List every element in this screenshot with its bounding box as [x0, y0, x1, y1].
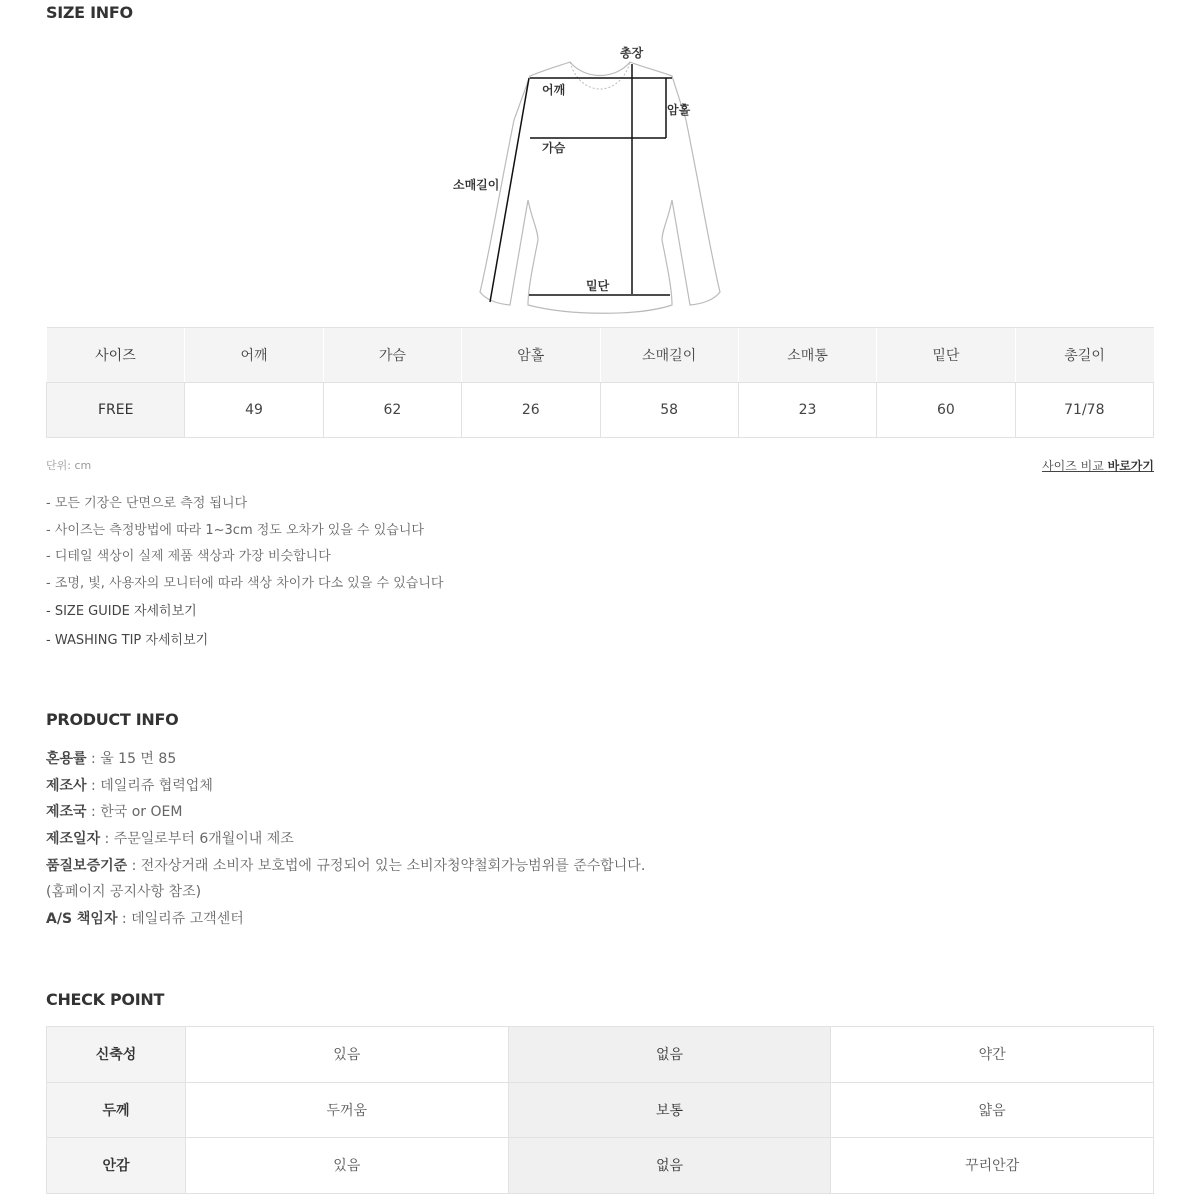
check-option: 있음 — [186, 1027, 509, 1083]
label-chest: 가슴 — [542, 141, 566, 155]
product-info-item — [46, 856, 645, 883]
check-row-label: 신축성 — [47, 1027, 186, 1083]
product-info-value: : 주문일로부터 6개월이내 제조 — [100, 831, 294, 848]
size-cell: 26 — [462, 383, 600, 438]
size-compare-bold: 바로가기 — [1107, 459, 1154, 473]
size-cell: 71/78 — [1015, 383, 1153, 438]
size-header-cell: 어깨 — [185, 328, 323, 383]
product-info-item — [46, 829, 645, 856]
check-point-title: CHECK POINT — [46, 990, 165, 1009]
washing-tip-link[interactable]: - WASHING TIP 자세히보기 — [46, 633, 209, 648]
label-sleeve-length: 소매길이 — [453, 178, 500, 192]
check-row — [47, 1027, 1154, 1083]
size-cell: 58 — [600, 383, 738, 438]
size-header-cell: 사이즈 — [47, 328, 185, 383]
product-info-label: A/S 책임자 — [46, 911, 118, 928]
size-info-title: SIZE INFO — [46, 3, 133, 22]
product-info-label: 제조일자 — [46, 831, 101, 848]
product-info-label: 품질보증기준 — [46, 857, 128, 874]
check-option: 약간 — [831, 1027, 1154, 1083]
check-option-selected: 없음 — [508, 1138, 831, 1194]
size-cell: 62 — [323, 383, 461, 438]
check-point-table — [46, 1026, 1154, 1194]
size-header-cell: 총길이 — [1015, 328, 1153, 383]
check-option: 얇음 — [831, 1082, 1154, 1138]
check-row-label: 안감 — [47, 1138, 186, 1194]
label-armhole: 암홀 — [667, 103, 691, 117]
product-info-value: : 데일리쥬 고객센터 — [117, 911, 244, 928]
size-header-cell: 암홀 — [462, 328, 600, 383]
size-header-cell: 소매통 — [738, 328, 876, 383]
label-shoulder: 어깨 — [542, 83, 566, 97]
garment-size-diagram — [440, 40, 760, 320]
size-table-header-row — [47, 328, 1154, 383]
size-header-cell: 가슴 — [323, 328, 461, 383]
size-compare-link[interactable] — [1042, 457, 1154, 474]
label-total-length: 총장 — [620, 46, 644, 60]
product-info-list — [46, 749, 645, 936]
guide-links — [46, 602, 208, 660]
size-note: - 조명, 빛, 사용자의 모니터에 따라 색상 차이가 다소 있을 수 있습니다 — [46, 575, 444, 591]
garment-outline — [480, 62, 720, 313]
check-row — [47, 1138, 1154, 1194]
size-notes — [46, 494, 443, 600]
check-row-label: 두께 — [47, 1082, 186, 1138]
product-info-value: : 전자상거래 소비자 보호법에 규정되어 있는 소비자청약철회가능범위를 준수합니다. — [127, 857, 646, 874]
product-info-item — [46, 749, 645, 776]
size-cell: 60 — [877, 383, 1015, 438]
check-option: 있음 — [186, 1138, 509, 1194]
check-option-selected: 보통 — [508, 1082, 831, 1138]
product-info-item — [46, 882, 645, 909]
product-info-value: : 한국 or OEM — [86, 804, 183, 821]
size-compare-prefix: 사이즈 비교 — [1042, 459, 1108, 473]
product-info-label: 제조사 — [46, 777, 87, 794]
size-guide-link[interactable]: - SIZE GUIDE 자세히보기 — [46, 604, 197, 619]
product-info-item — [46, 909, 645, 936]
check-option: 두꺼움 — [186, 1082, 509, 1138]
size-table — [46, 327, 1154, 438]
size-note: - 사이즈는 측정방법에 따라 1~3cm 정도 오차가 있을 수 있습니다 — [46, 522, 424, 538]
size-header-cell: 밑단 — [877, 328, 1015, 383]
size-cell: FREE — [47, 383, 185, 438]
size-note: - 모든 기장은 단면으로 측정 됩니다 — [46, 496, 248, 511]
check-option-selected: 없음 — [508, 1027, 831, 1083]
product-info-value: : 데일리쥬 협력업체 — [86, 777, 213, 794]
check-option: 꾸리안감 — [831, 1138, 1154, 1194]
product-info-value: : 울 15 면 85 — [86, 751, 177, 767]
product-info-label: 제조국 — [46, 804, 87, 821]
size-header-cell: 소매길이 — [600, 328, 738, 383]
check-row — [47, 1082, 1154, 1138]
size-cell: 23 — [738, 383, 876, 438]
product-info-item — [46, 802, 645, 829]
unit-note: 단위: cm — [46, 459, 92, 472]
product-info-item — [46, 776, 645, 803]
size-table-row — [47, 383, 1154, 438]
size-cell: 49 — [185, 383, 323, 438]
product-info-title: PRODUCT INFO — [46, 710, 179, 729]
size-note: - 디테일 색상이 실제 제품 색상과 가장 비슷합니다 — [46, 549, 331, 564]
product-info-label: 혼용률 — [46, 751, 87, 767]
label-hem: 밑단 — [586, 279, 610, 293]
product-info-value: (홈페이지 공지사항 참조) — [46, 884, 202, 901]
